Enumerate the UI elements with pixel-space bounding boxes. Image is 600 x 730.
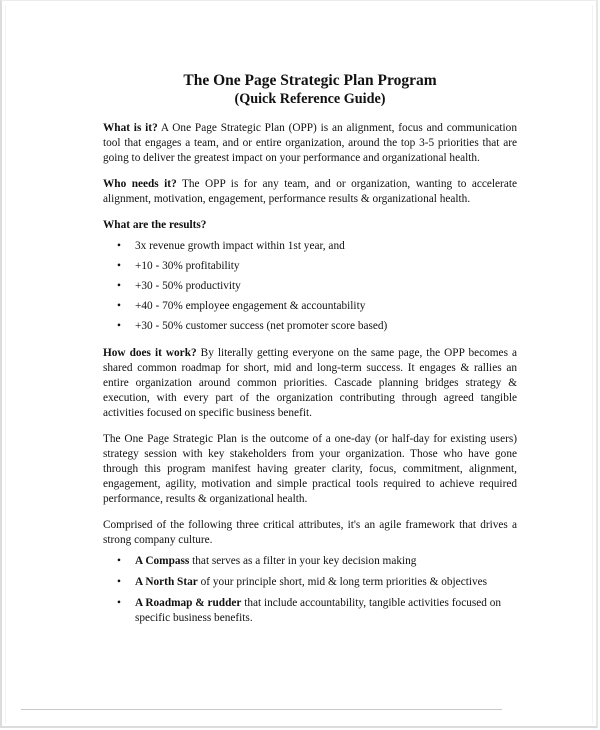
comprised-paragraph: Comprised of the following three critical attributes, it's an agile framework that drives a strong company culture. — [103, 519, 517, 546]
document-subtitle: (Quick Reference Guide) — [234, 91, 386, 107]
attribute-lead: A North Star — [135, 576, 198, 588]
how-does-it-work-paragraph — [103, 346, 517, 421]
list-item: • +40 - 70% employee engagement & accountability — [103, 299, 517, 314]
attribute-text: of your principle short, mid & long term priorities & objectives — [197, 576, 488, 588]
attribute-text: that serves as a filter in your key decision making — [189, 555, 417, 567]
outcome-paragraph: The One Page Strategic Plan is the outcome of a one-day (or half-day for existing users) strategy session with key stakeholders from your organization. Those who have gone through this program manifest having greater clarity, focus, commitment, alignment, engagement, agility, motivation and simple practical tools required to achieve required performance, results & organizational health. — [103, 433, 517, 505]
attribute-text: that include accountability, tangible activities focused on specific business benefits. — [135, 597, 502, 624]
results-heading: What are the results? — [103, 219, 207, 231]
who-needs-it-text: The OPP is for any team, and or organization, wanting to accelerate alignment, motivation, engagement, performance results & organizational health. — [103, 178, 517, 205]
list-item — [103, 575, 517, 590]
footer-divider — [21, 709, 502, 710]
list-item: • +30 - 50% productivity — [103, 279, 517, 294]
attributes-list — [103, 554, 517, 626]
how-does-it-work-lead: How does it work? — [103, 347, 197, 359]
results-list — [103, 239, 517, 334]
list-item: • +30 - 50% customer success (net promoter score based) — [103, 319, 517, 334]
list-item: • 3x revenue growth impact within 1st year, and — [103, 239, 517, 254]
what-is-it-lead: What is it? — [103, 122, 158, 134]
document-title: The One Page Strategic Plan Program — [183, 72, 437, 89]
list-item — [103, 596, 517, 626]
list-item — [103, 554, 517, 569]
what-is-it-text: A One Page Strategic Plan (OPP) is an alignment, focus and communication tool that engages a team, and or entire organization, around the top 3-5 priorities that are going to deliver the greatest impact on your performance and organizational health. — [103, 122, 517, 164]
how-does-it-work-text: By literally getting everyone on the same page, the OPP becomes a shared common roadmap for short, mid and long-term success. It engages & rallies an entire organization around common priorities. Cascade planning bridges strategy & execution, with every part of the organization contributing through agreed tangible activities focused on specific business benefit. — [103, 347, 517, 419]
list-item: • +10 - 30% profitability — [103, 259, 517, 274]
document-body — [103, 72, 517, 632]
who-needs-it-paragraph — [103, 177, 517, 207]
what-is-it-paragraph — [103, 121, 517, 166]
attribute-lead: A Compass — [135, 555, 190, 567]
attribute-lead: A Roadmap & rudder — [135, 597, 242, 609]
who-needs-it-lead: Who needs it? — [103, 178, 177, 190]
